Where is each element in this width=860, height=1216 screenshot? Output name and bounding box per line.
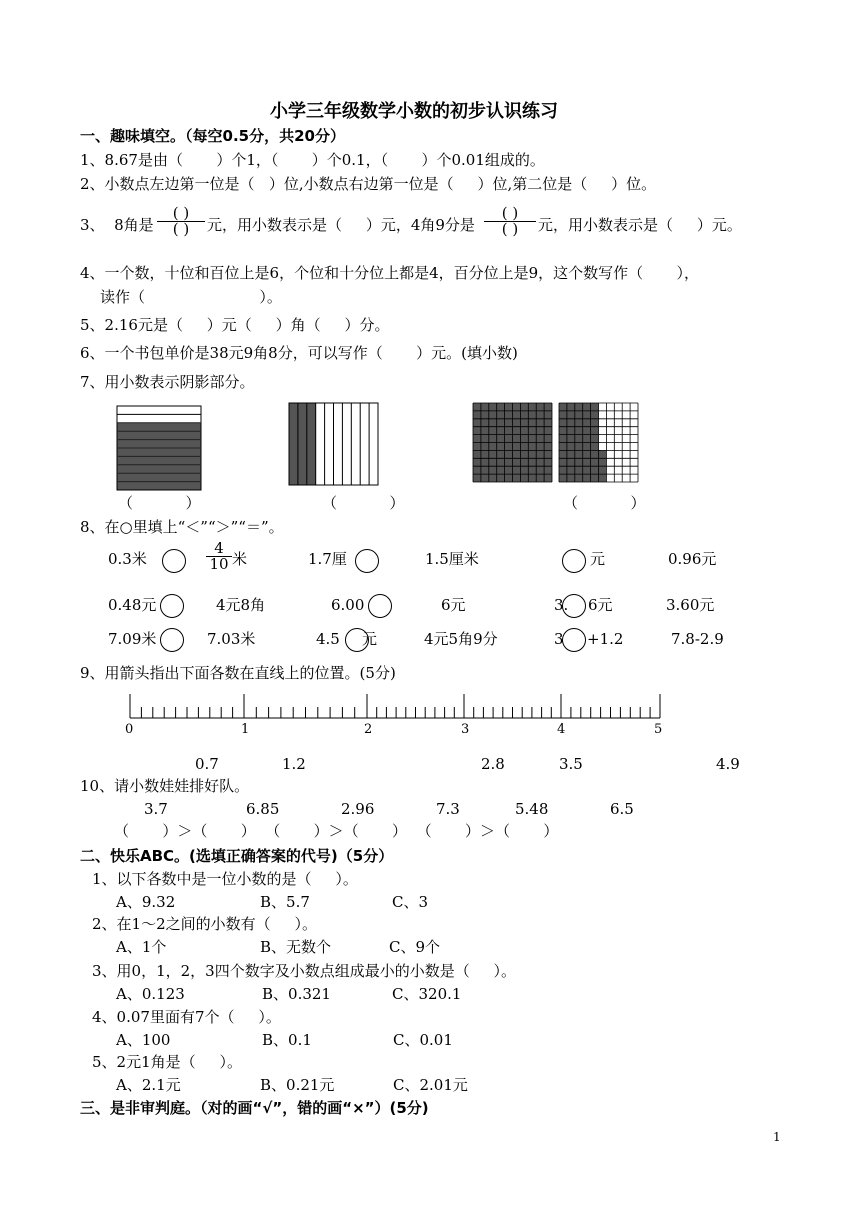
- shaded-cell: [481, 419, 489, 427]
- shaded-cell: [481, 403, 489, 411]
- shaded-cell: [528, 427, 536, 435]
- sort-number: 3.7: [144, 800, 168, 818]
- compare-circle[interactable]: [162, 549, 186, 573]
- shaded-cell: [567, 411, 575, 419]
- shaded-cell: [536, 443, 544, 451]
- choice-question-5: 5、2元1角是（ ）。: [92, 1053, 242, 1071]
- shaded-cell: [583, 474, 591, 482]
- sort-number: 2.96: [341, 800, 375, 818]
- shaded-cell: [544, 474, 552, 482]
- fraction-numerator: ( ): [157, 206, 205, 222]
- number-line-label: 2: [364, 722, 373, 737]
- shaded-cell: [520, 411, 528, 419]
- shaded-cell: [489, 458, 497, 466]
- compare-item: 3.: [554, 596, 569, 614]
- option-a: A、100: [116, 1031, 171, 1049]
- shaded-cell: [481, 443, 489, 451]
- shaded-cell: [567, 419, 575, 427]
- shaded-cell: [536, 403, 544, 411]
- shaded-cell: [473, 419, 481, 427]
- choice-question-4: 4、0.07里面有7个（ ）。: [92, 1008, 281, 1026]
- number-to-locate: 4.9: [716, 755, 740, 773]
- compare-item: 7.09米: [108, 630, 157, 648]
- shaded-cell: [497, 450, 505, 458]
- shaded-cell: [473, 443, 481, 451]
- compare-circle[interactable]: [368, 594, 392, 618]
- compare-item: 元: [362, 630, 378, 648]
- shaded-cell: [591, 411, 599, 419]
- option-c: C、2.01元: [393, 1076, 468, 1094]
- shaded-cell: [473, 450, 481, 458]
- compare-item: 1.7厘: [308, 550, 347, 568]
- number-line-label: 3: [461, 722, 470, 737]
- option-b: B、0.1: [262, 1031, 312, 1049]
- shaded-cell: [599, 450, 607, 458]
- shaded-cell: [559, 450, 567, 458]
- shaded-cell: [497, 411, 505, 419]
- compare-item: +1.2: [587, 630, 624, 648]
- shaded-cell: [575, 411, 583, 419]
- shaded-cell: [505, 474, 513, 482]
- shaded-cell: [583, 427, 591, 435]
- shaded-cell: [497, 427, 505, 435]
- shaded-cell: [481, 458, 489, 466]
- shaded-cell: [497, 466, 505, 474]
- compare-item: 0.3米: [108, 550, 147, 568]
- option-b: B、5.7: [260, 893, 310, 911]
- compare-item: 1.5厘米: [425, 550, 479, 568]
- compare-item: 7.8-2.9: [671, 630, 724, 648]
- shaded-cell: [591, 419, 599, 427]
- shaded-cell: [520, 474, 528, 482]
- shaded-cell: [505, 403, 513, 411]
- shaded-cell: [473, 403, 481, 411]
- shaded-cell: [497, 435, 505, 443]
- shaded-cell: [544, 411, 552, 419]
- shaded-cell: [575, 427, 583, 435]
- shaded-cell: [559, 466, 567, 474]
- compare-item: 6元: [588, 596, 613, 614]
- shaded-cell: [513, 450, 521, 458]
- shaded-cell: [505, 466, 513, 474]
- shaded-cell: [591, 435, 599, 443]
- shaded-cell: [520, 403, 528, 411]
- option-b: B、0.321: [262, 985, 331, 1003]
- section-3-heading: 三、是非审判庭。（对的画“√”，错的画“×”）(5分): [80, 1099, 429, 1117]
- shaded-cell: [536, 466, 544, 474]
- shaded-cell: [536, 419, 544, 427]
- shaded-cell: [481, 435, 489, 443]
- compare-unit: 米: [232, 550, 248, 568]
- shaded-cell: [575, 466, 583, 474]
- shaded-cell: [544, 458, 552, 466]
- shaded-cell: [536, 427, 544, 435]
- compare-circle[interactable]: [562, 594, 586, 618]
- shaded-cell: [567, 403, 575, 411]
- shaded-cell: [559, 419, 567, 427]
- shaded-cell: [536, 474, 544, 482]
- shaded-cell: [567, 458, 575, 466]
- shaded-cell: [481, 427, 489, 435]
- shaded-cell: [520, 458, 528, 466]
- fraction-denominator: 10: [209, 555, 229, 573]
- shaded-cell: [583, 411, 591, 419]
- question-3-part-c: 元，用小数表示是（ ）元。: [538, 216, 742, 234]
- question-6: 6、一个书包单价是38元9角8分，可以写作（ ）元。(填小数): [80, 344, 518, 362]
- compare-item: 3.60元: [666, 596, 715, 614]
- option-c: C、3: [392, 893, 429, 911]
- shaded-cell: [583, 419, 591, 427]
- shaded-cell: [528, 466, 536, 474]
- shaded-cell: [544, 450, 552, 458]
- shaded-cell: [591, 427, 599, 435]
- fraction-numerator: 4: [206, 541, 232, 557]
- shaded-cell: [489, 427, 497, 435]
- shaded-cell: [575, 450, 583, 458]
- sort-number: 6.85: [246, 800, 280, 818]
- shaded-cell: [575, 443, 583, 451]
- shaded-cell: [473, 466, 481, 474]
- shaded-cell: [583, 458, 591, 466]
- shaded-cell: [497, 458, 505, 466]
- compare-circle[interactable]: [160, 594, 184, 618]
- shaded-cell: [575, 458, 583, 466]
- shaded-cell: [481, 411, 489, 419]
- shaded-cell: [599, 458, 607, 466]
- compare-item: 7.03米: [207, 630, 256, 648]
- shaded-cell: [520, 443, 528, 451]
- question-3-part-b: 元，用小数表示是（ ）元，4角9分是: [207, 216, 475, 234]
- number-to-locate: 1.2: [282, 755, 306, 773]
- shaded-cell: [528, 411, 536, 419]
- shaded-cell: [528, 474, 536, 482]
- shaded-cell: [489, 403, 497, 411]
- figure-3-answer-blank: （ ）: [563, 494, 646, 512]
- shaded-cell: [536, 435, 544, 443]
- question-1: 1、8.67是由（ ）个1，（ ）个0.1，（ ）个0.01组成的。: [80, 151, 545, 169]
- shaded-cell: [583, 466, 591, 474]
- shaded-cell: [559, 458, 567, 466]
- shaded-cell: [575, 419, 583, 427]
- shaded-cell: [528, 450, 536, 458]
- number-line-label: 4: [557, 722, 566, 737]
- shaded-cell: [513, 419, 521, 427]
- figure-2-answer-blank: （ ）: [322, 494, 405, 512]
- figure-horizontal-strips: [117, 406, 201, 490]
- section-2-heading: 二、快乐ABC。(选填正确答案的代号)（5分）: [80, 847, 394, 865]
- question-4-line-2: 读作（ ）。: [100, 288, 282, 306]
- choice-question-1: 1、以下各数中是一位小数的是（ ）。: [92, 870, 358, 888]
- shaded-cell: [559, 403, 567, 411]
- shaded-cell: [567, 435, 575, 443]
- shaded-cell: [473, 435, 481, 443]
- shaded-cell: [489, 474, 497, 482]
- shaded-cell: [513, 466, 521, 474]
- shaded-cell: [473, 427, 481, 435]
- number-line-label: 5: [654, 722, 663, 737]
- shaded-cell: [520, 466, 528, 474]
- number-line-label: 1: [241, 722, 250, 737]
- shaded-cell: [513, 474, 521, 482]
- shaded-cell: [497, 419, 505, 427]
- shaded-cell: [520, 427, 528, 435]
- shaded-cell: [591, 458, 599, 466]
- shaded-cell: [575, 435, 583, 443]
- shaded-cell: [559, 411, 567, 419]
- shaded-cell: [520, 435, 528, 443]
- compare-circle[interactable]: [562, 549, 586, 573]
- shaded-cell: [567, 466, 575, 474]
- option-c: C、0.01: [393, 1031, 453, 1049]
- shaded-cell: [520, 419, 528, 427]
- compare-item: 元: [590, 550, 606, 568]
- shaded-cell: [513, 411, 521, 419]
- fraction-denominator: ( ): [501, 220, 519, 238]
- shaded-cell: [536, 450, 544, 458]
- shaded-cell: [591, 466, 599, 474]
- section-1-heading: 一、趣味填空。（每空0.5分，共20分）: [80, 127, 345, 145]
- option-b: B、无数个: [260, 938, 332, 956]
- compare-circle[interactable]: [562, 628, 586, 652]
- shaded-cell: [575, 474, 583, 482]
- shaded-cell: [513, 443, 521, 451]
- option-a: A、9.32: [116, 893, 176, 911]
- question-8: 8、在○里填上“＜”“＞”“＝”。: [80, 518, 284, 536]
- shaded-cell: [505, 443, 513, 451]
- shaded-cell: [505, 450, 513, 458]
- shaded-cell: [559, 443, 567, 451]
- shaded-cell: [528, 419, 536, 427]
- question-10: 10、请小数娃娃排好队。: [80, 777, 250, 795]
- shaded-cell: [567, 450, 575, 458]
- number-to-locate: 2.8: [481, 755, 505, 773]
- shaded-cell: [567, 443, 575, 451]
- option-a: A、1个: [116, 938, 167, 956]
- shaded-cell: [567, 474, 575, 482]
- shaded-region: [289, 403, 316, 485]
- page-number: 1: [773, 1130, 781, 1144]
- option-c: C、9个: [389, 938, 441, 956]
- shaded-cell: [599, 474, 607, 482]
- choice-question-3: 3、用0，1，2，3四个数字及小数点组成最小的小数是（ ）。: [92, 962, 517, 980]
- question-9: 9、用箭头指出下面各数在直线上的位置。(5分): [80, 664, 396, 682]
- shaded-cell: [497, 443, 505, 451]
- shaded-cell: [528, 435, 536, 443]
- shaded-cell: [544, 419, 552, 427]
- figure-grid-partial: [559, 403, 638, 482]
- shaded-cell: [489, 419, 497, 427]
- shaded-cell: [583, 443, 591, 451]
- option-c: C、320.1: [392, 985, 462, 1003]
- compare-item: 4元8角: [216, 596, 266, 614]
- shaded-cell: [513, 427, 521, 435]
- option-a: A、2.1元: [116, 1076, 181, 1094]
- shaded-cell: [505, 458, 513, 466]
- question-2: 2、小数点左边第一位是（ ）位,小数点右边第一位是（ ）位,第二位是（ ）位。: [80, 175, 657, 193]
- shaded-cell: [481, 474, 489, 482]
- number-to-locate: 0.7: [195, 755, 219, 773]
- order-blanks: （ ）＞（ ） （ ）＞（ ） （ ）＞（ ）: [114, 822, 559, 840]
- shaded-cell: [505, 435, 513, 443]
- compare-item: 3: [554, 630, 564, 648]
- shaded-cell: [497, 474, 505, 482]
- option-b: B、0.21元: [260, 1076, 335, 1094]
- shaded-cell: [528, 403, 536, 411]
- shaded-cell: [481, 450, 489, 458]
- shaded-cell: [583, 450, 591, 458]
- number-line: [130, 694, 660, 718]
- shaded-cell: [505, 419, 513, 427]
- fraction-numerator: ( ): [484, 206, 536, 222]
- shaded-cell: [489, 411, 497, 419]
- shaded-cell: [513, 458, 521, 466]
- shaded-cell: [489, 435, 497, 443]
- shaded-cell: [473, 458, 481, 466]
- shaded-cell: [528, 443, 536, 451]
- shaded-cell: [583, 435, 591, 443]
- shaded-cell: [559, 435, 567, 443]
- shaded-cell: [497, 403, 505, 411]
- shaded-cell: [599, 466, 607, 474]
- choice-question-2: 2、在1～2之间的小数有（ ）。: [92, 915, 317, 933]
- figure-grid-full: [473, 403, 552, 482]
- sort-number: 6.5: [610, 800, 634, 818]
- shaded-cell: [559, 427, 567, 435]
- fraction-denominator: ( ): [172, 220, 190, 238]
- shaded-cell: [544, 443, 552, 451]
- page-title: 小学三年级数学小数的初步认识练习: [270, 101, 558, 122]
- shaded-cell: [544, 427, 552, 435]
- shaded-cell: [473, 474, 481, 482]
- compare-item: 6元: [441, 596, 466, 614]
- shaded-cell: [559, 474, 567, 482]
- shaded-cell: [489, 450, 497, 458]
- sort-number: 7.3: [436, 800, 460, 818]
- shaded-cell: [520, 450, 528, 458]
- sort-number: 5.48: [515, 800, 549, 818]
- compare-item: 0.96元: [668, 550, 717, 568]
- question-3-part-a: 3、 8角是: [80, 216, 154, 234]
- question-7: 7、用小数表示阴影部分。: [80, 373, 255, 391]
- compare-item: 0.48元: [108, 596, 157, 614]
- shaded-cell: [544, 403, 552, 411]
- shaded-cell: [583, 403, 591, 411]
- figure-1-answer-blank: （ ）: [118, 494, 201, 512]
- shaded-cell: [505, 427, 513, 435]
- compare-circle[interactable]: [355, 549, 379, 573]
- shaded-cell: [513, 403, 521, 411]
- shaded-cell: [591, 450, 599, 458]
- shaded-cell: [591, 403, 599, 411]
- compare-item: 6.00: [331, 596, 365, 614]
- shaded-cell: [567, 427, 575, 435]
- number-to-locate: 3.5: [559, 755, 583, 773]
- shaded-cell: [544, 435, 552, 443]
- figure-vertical-strips: [289, 403, 378, 485]
- shaded-cell: [591, 474, 599, 482]
- question-4-line-1: 4、一个数，十位和百位上是6，个位和十分位上都是4，百分位上是9，这个数写作（ ），: [80, 264, 700, 282]
- shaded-cell: [489, 443, 497, 451]
- shaded-cell: [513, 435, 521, 443]
- shaded-cell: [591, 443, 599, 451]
- question-5: 5、2.16元是（ ）元（ ）角（ ）分。: [80, 316, 390, 334]
- option-a: A、0.123: [116, 985, 185, 1003]
- shaded-cell: [575, 403, 583, 411]
- number-line-label: 0: [125, 722, 134, 737]
- shaded-cell: [473, 411, 481, 419]
- compare-circle[interactable]: [160, 628, 184, 652]
- shaded-cell: [536, 458, 544, 466]
- compare-item: 4元5角9分: [424, 630, 498, 648]
- fraction-four-tenths: [206, 541, 232, 572]
- shaded-cell: [481, 466, 489, 474]
- shaded-cell: [528, 458, 536, 466]
- shaded-cell: [544, 466, 552, 474]
- compare-item: 4.5: [316, 630, 340, 648]
- shaded-cell: [505, 411, 513, 419]
- shaded-cell: [489, 466, 497, 474]
- shaded-cell: [536, 411, 544, 419]
